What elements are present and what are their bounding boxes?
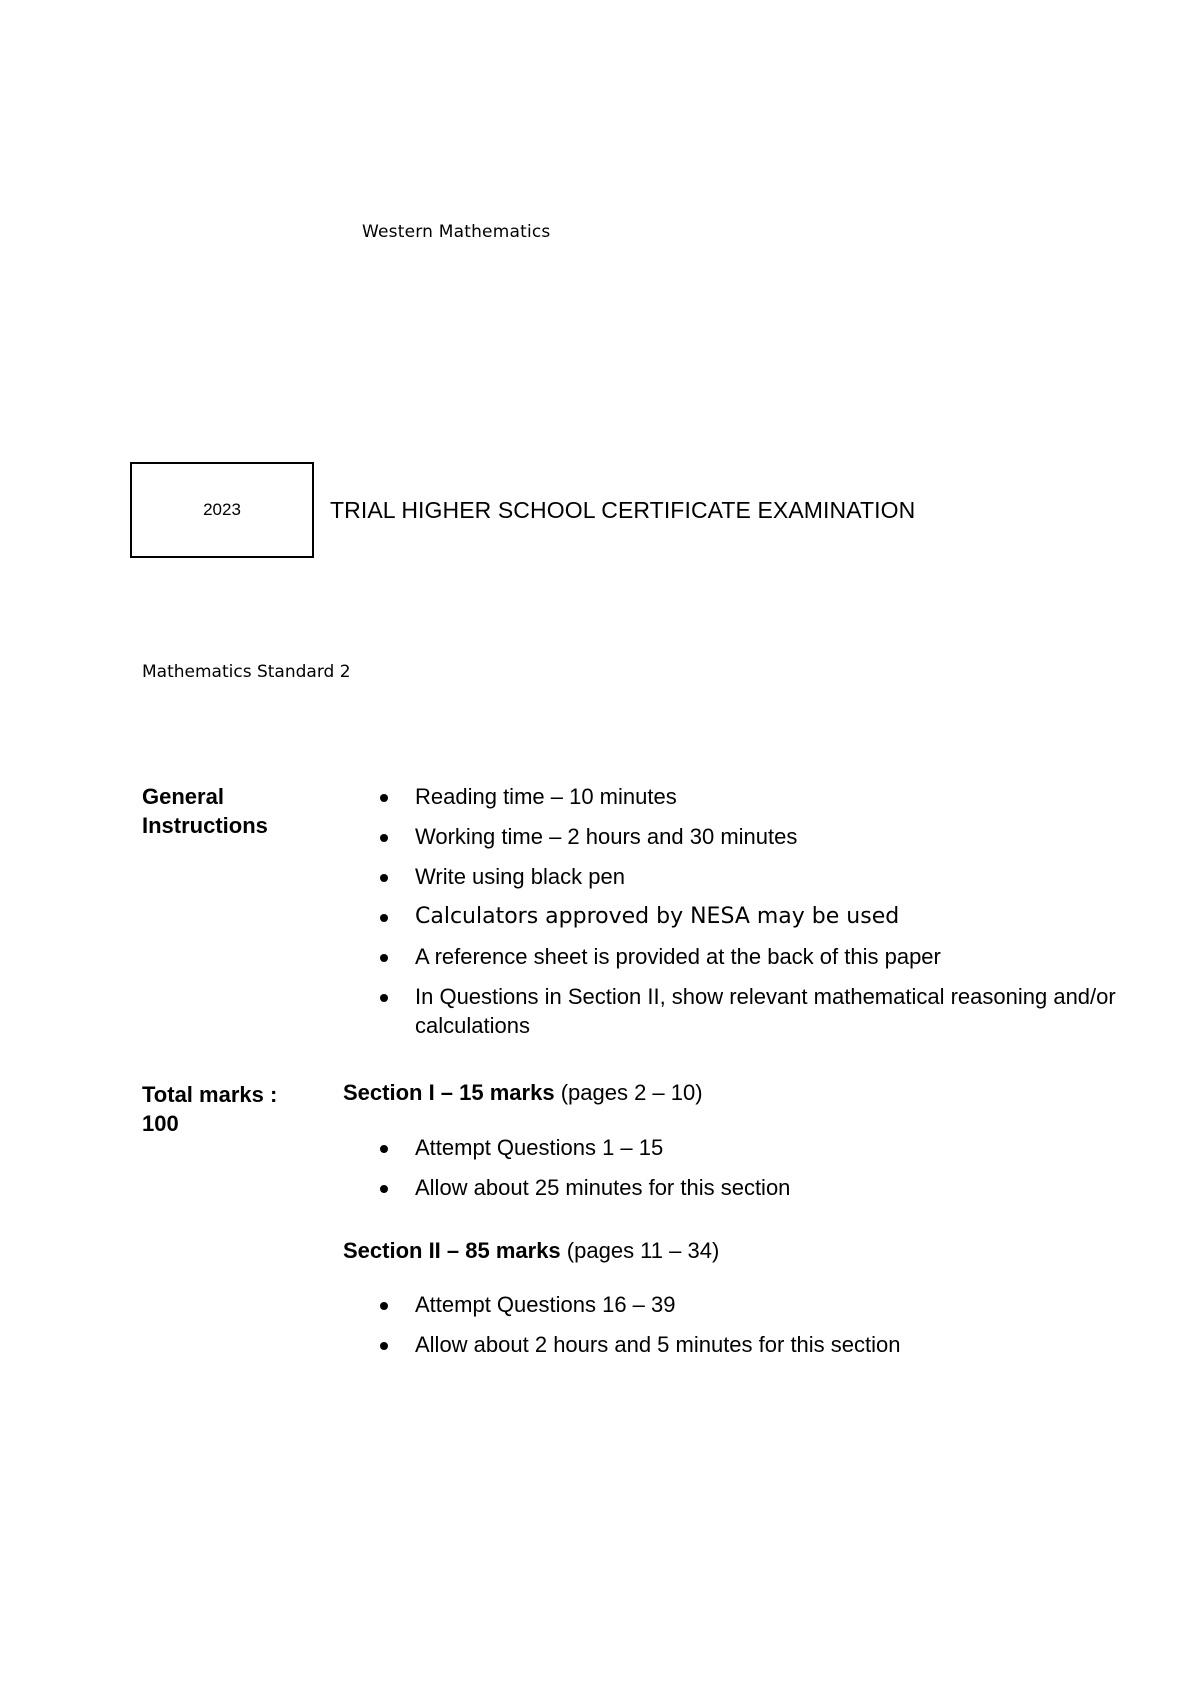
exam-title: TRIAL HIGHER SCHOOL CERTIFICATE EXAMINATION xyxy=(330,497,916,523)
instruction-item: A reference sheet is provided at the back of this paper xyxy=(380,942,1140,972)
section-1-item: Allow about 25 minutes for this section xyxy=(380,1173,1140,1203)
general-instructions-list xyxy=(380,782,1140,1050)
exam-year: 2023 xyxy=(203,500,241,519)
total-marks-label: Total marks : 100 xyxy=(142,1082,278,1136)
general-instructions-label: General Instructions xyxy=(142,784,268,838)
section-2-item: Allow about 2 hours and 5 minutes for this section xyxy=(380,1330,1140,1360)
instruction-item: Calculators approved by NESA may be used xyxy=(380,902,1140,932)
subject-title: Mathematics Standard 2 xyxy=(142,662,351,682)
instruction-item: Write using black pen xyxy=(380,862,1140,892)
instruction-item: Working time – 2 hours and 30 minutes xyxy=(380,822,1140,852)
section-2-item: Attempt Questions 16 – 39 xyxy=(380,1290,1140,1320)
section-2-heading xyxy=(343,1238,719,1264)
section-2-list xyxy=(380,1290,1140,1370)
section-2-title: Section II – 85 marks xyxy=(343,1238,561,1263)
section-1-title: Section I – 15 marks xyxy=(343,1080,555,1105)
section-1-pages: (pages 2 – 10) xyxy=(560,1080,703,1105)
section-1-list xyxy=(380,1133,1140,1213)
section-1-item: Attempt Questions 1 – 15 xyxy=(380,1133,1140,1163)
section-2-pages: (pages 11 – 34) xyxy=(566,1238,720,1263)
section-1-heading xyxy=(343,1080,703,1106)
instruction-item: Reading time – 10 minutes xyxy=(380,782,1140,812)
year-box xyxy=(130,462,314,558)
instruction-item: In Questions in Section II, show relevant mathematical reasoning and/or calculations xyxy=(380,982,1140,1040)
school-name: Western Mathematics xyxy=(362,222,551,242)
